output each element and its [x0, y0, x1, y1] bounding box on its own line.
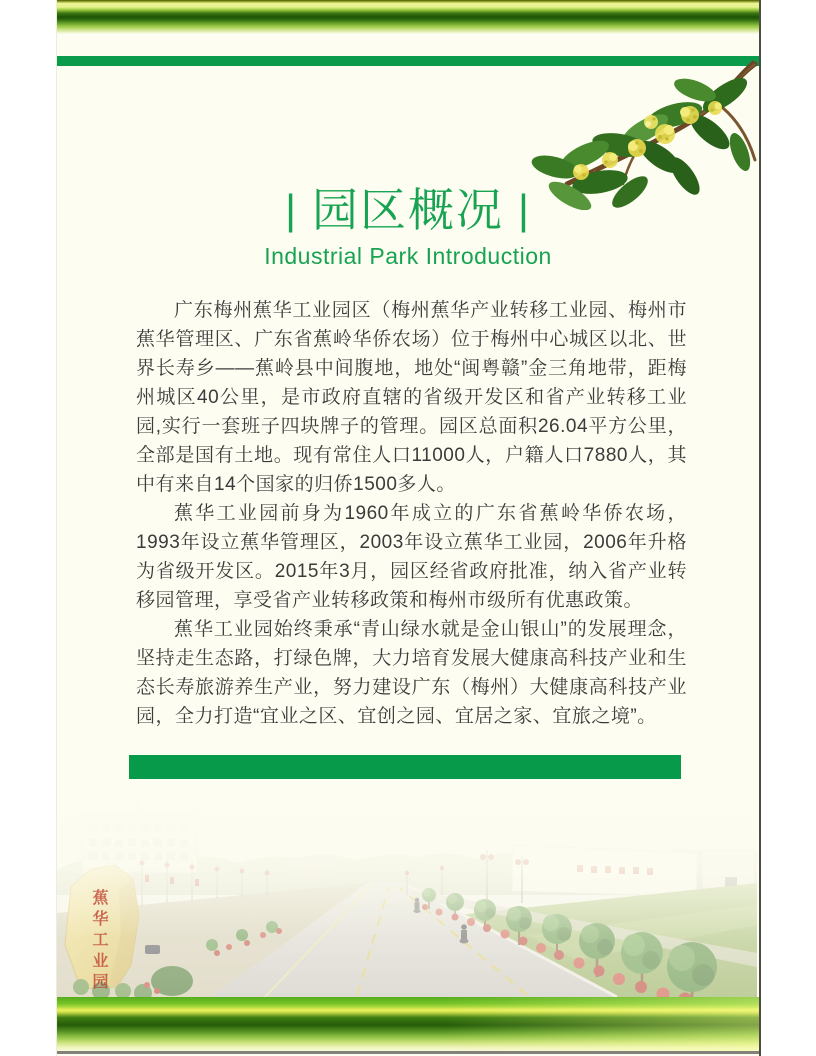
bottom-edge-line [57, 1051, 759, 1054]
park-photo-graphic [57, 795, 757, 1000]
top-gradient-ribbon [57, 0, 759, 34]
intro-paragraph-1: 广东梅州蕉华工业园区（梅州蕉华产业转移工业园、梅州市蕉华管理区、广东省蕉岭华侨农场）位于梅州中心城区以北、世界长寿乡——蕉岭县中间腹地，地处“闽粤赣”金三角地带，距梅州城区40公里，是市政府直辖的省级开发区和省产业转移工业园,实行一套班子四块牌子的管理。园区总面积26.04平方公里，全部是国有土地。现有常住人口11000人，户籍人口7880人，其中有来自14个国家的归侨1500多人。 [136, 300, 687, 495]
intro-paragraph-3: 蕉华工业园始终秉承“青山绿水就是金山银山”的发展理念，坚持走生态路，打绿色牌，大力培育发展大健康高科技产业和生态长寿旅游养生产业，努力建设广东（梅州）大健康高科技产业园，全力打造“宜业之区、宜创之园、宜居之家、宜旅之境”。 [136, 619, 687, 727]
page-title-text: 园区概况 [312, 184, 504, 236]
page-title [57, 184, 759, 238]
green-divider-bar [129, 755, 681, 779]
page-subtitle: Industrial Park Introduction [264, 243, 552, 269]
bottom-gradient-ribbon [57, 997, 759, 1051]
intro-paragraph-2: 蕉华工业园前身为1960年成立的广东省蕉岭华侨农场，1993年设立蕉华管理区，2003年设立蕉华工业园，2006年升格为省级开发区。2015年3月，园区经省政府批准，纳入省产业转移园管理，享受省产业转移政策和梅州市级所有优惠政策。 [136, 503, 687, 611]
title-bar-right: | [518, 186, 531, 233]
stone-inscription: 蕉华工业园 [90, 889, 107, 994]
park-entrance-photo [57, 795, 757, 1000]
page-sheet [56, 0, 761, 1056]
intro-text-block [136, 296, 687, 731]
photo-top-fade [57, 795, 757, 1000]
title-bar-left: | [285, 186, 298, 233]
